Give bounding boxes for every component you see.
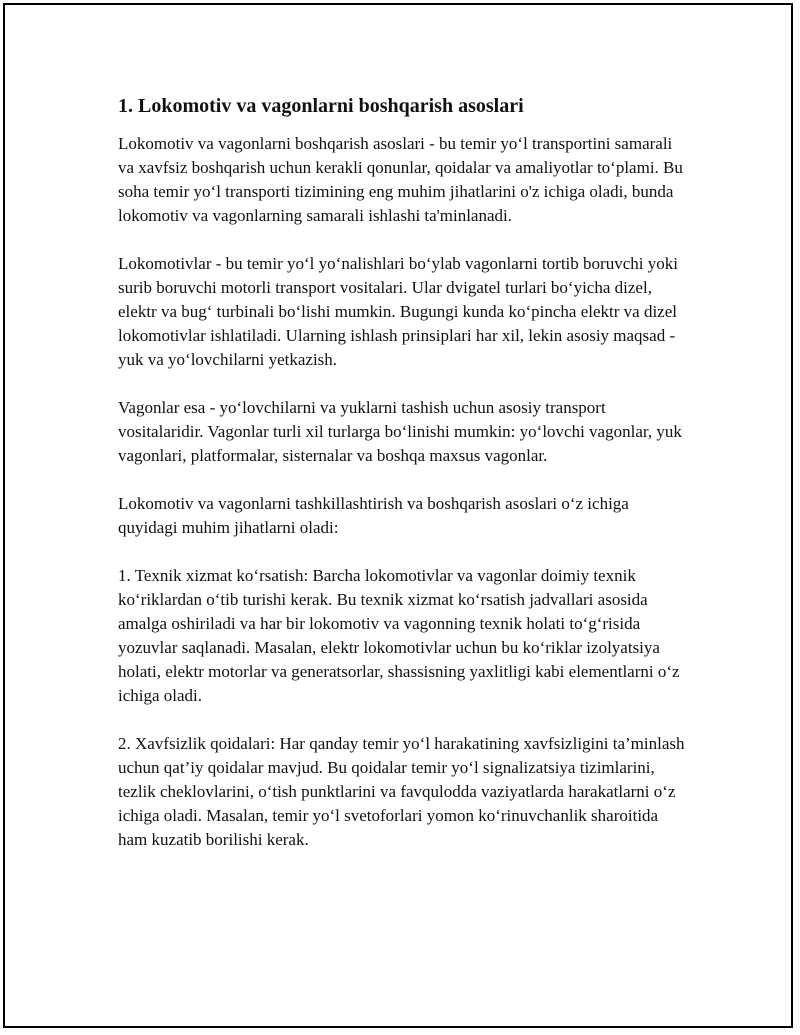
paragraph-intro: Lokomotiv va vagonlarni boshqarish asoslari - bu temir yo‘l transportini samarali va xavfsiz boshqarish uchun kerakli qonunlar, qoidalar va amaliyotlar to‘plami. Bu soha temir yo‘l transporti tizimining eng muhim jihatlarini o'z ichiga oladi, bunda lokomotiv va vagonlarning samarali ishlashi ta'minlanadi. bbox=[118, 134, 683, 225]
paragraph-safety-rules: 2. Xavfsizlik qoidalari: Har qanday temir yo‘l harakatining xavfsizligini ta’minlash uchun qat’iy qoidalar mavjud. Bu qoidalar temir yo‘l signalizatsiya tizimlarini, tezlik cheklovlarini, o‘tish punktlarini va favqulodda vaziyatlarda harakatlarni o‘z ichiga oladi. Masalan, temir yo‘l svetoforlari yomon ko‘rinuvchanlik sharoitida ham kuzatib borilishi kerak. bbox=[118, 734, 685, 849]
paragraph-locomotives: Lokomotivlar - bu temir yo‘l yo‘nalishlari bo‘ylab vagonlarni tortib boruvchi yoki surib boruvchi motorli transport vositalari. Ular dvigatel turlari bo‘yicha dizel, elektr va bug‘ turbinali bo‘lishi mumkin. Bugungi kunda ko‘pincha elektr va dizel lokomotivlar ishlatiladi. Ularning ishlash prinsiplari har xil, lekin asosiy maqsad - yuk va yo‘lovchilarni yetkazish. bbox=[118, 254, 678, 369]
paragraph-aspects-intro: Lokomotiv va vagonlarni tashkillashtirish va boshqarish asoslari o‘z ichiga quyidagi muhim jihatlarni oladi: bbox=[118, 494, 629, 537]
paragraph-technical-service: 1. Texnik xizmat ko‘rsatish: Barcha lokomotivlar va vagonlar doimiy texnik ko‘riklardan o‘tib turishi kerak. Bu texnik xizmat ko‘rsatish jadvallari asosida amalga oshiriladi va har bir lokomotiv va vagonning texnik holati to‘g‘risida yozuvlar saqlanadi. Masalan, elektr lokomotivlar uchun bu ko‘riklar izolyatsiya holati, elektr motorlar va generatsorlar, shassisning yaxlitligi kabi elementlarni o‘z ichiga oladi. bbox=[118, 566, 680, 705]
document-body bbox=[118, 94, 686, 876]
paragraph-wagons: Vagonlar esa - yo‘lovchilarni va yuklarni tashish uchun asosiy transport vositalaridir. Vagonlar turli xil turlarga bo‘linishi mumkin: yo‘lovchi vagonlar, yuk vagonlari, platformalar, sisternalar va boshqa maxsus vagonlar. bbox=[118, 398, 682, 465]
document-title: 1. Lokomotiv va vagonlarni boshqarish asoslari bbox=[118, 95, 524, 117]
